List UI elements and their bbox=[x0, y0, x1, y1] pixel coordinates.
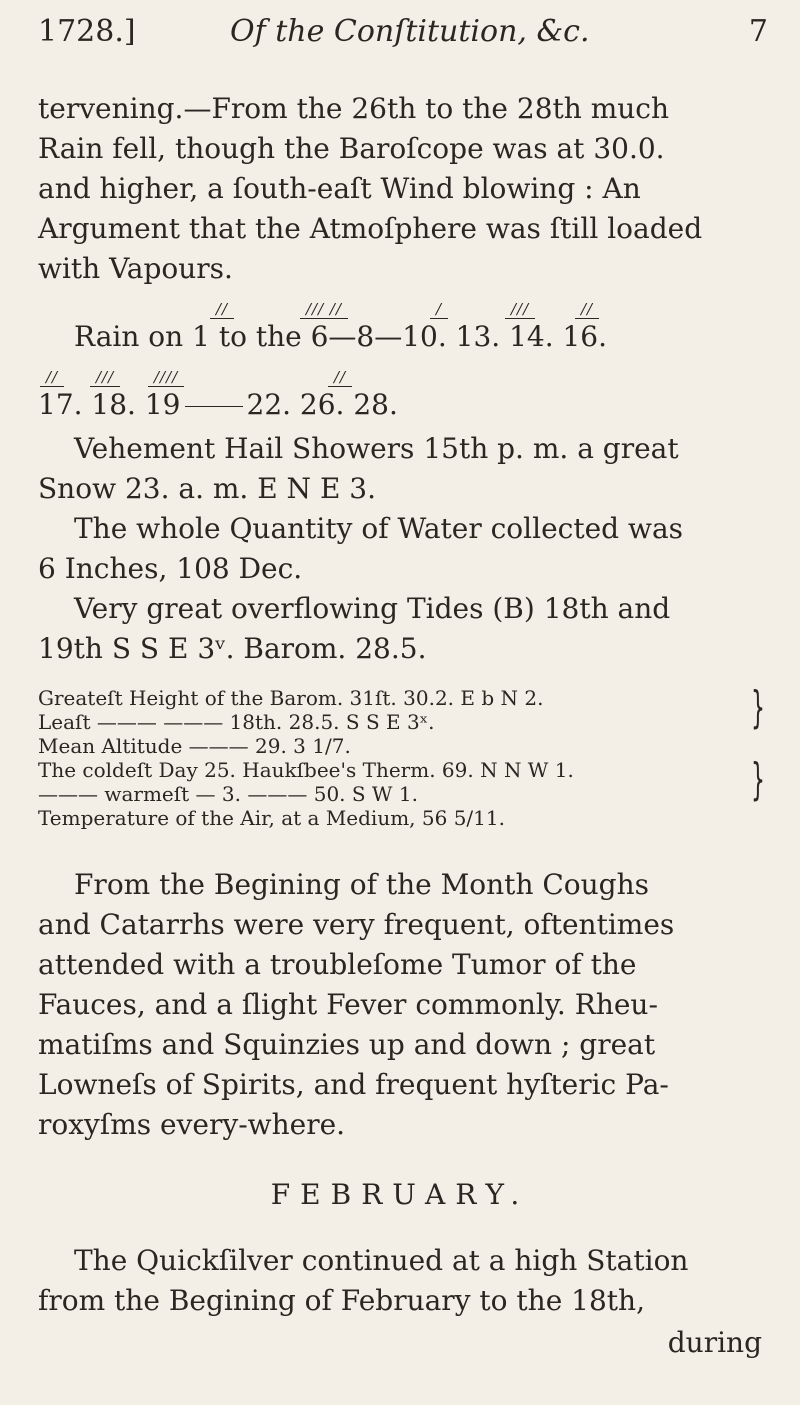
para1-line-3: and higher, a ſouth-eaſt Wind blowing : An bbox=[38, 172, 641, 205]
para1-line-5: with Vapours. bbox=[38, 252, 233, 285]
rain-line-2-start: 17. 18. 19 bbox=[38, 388, 181, 421]
para5-line-6: Lowneſs of Spirits, and frequent hyſteric Pa- bbox=[38, 1068, 669, 1101]
para5-line-2: and Catarrhs were very frequent, oftentimes bbox=[38, 908, 675, 941]
rain-line-2-end: 22. 26. 28. bbox=[246, 388, 398, 421]
para1-line-1: tervening.—From the 26th to the 28th much bbox=[38, 92, 670, 125]
para6-line-1: The Quickſilver continued at a high Station bbox=[74, 1244, 689, 1277]
para4-line-1: Very great overflowing Tides (B) 18th and bbox=[74, 592, 671, 625]
catchword: during bbox=[667, 1326, 762, 1359]
para2-line-1: Vehement Hail Showers 15th p. m. a great bbox=[74, 432, 679, 465]
para3-line-1: The whole Quantity of Water collected was bbox=[74, 512, 683, 545]
para5-line-4: Fauces, and a ſlight Fever commonly. Rheu- bbox=[38, 988, 658, 1021]
table-row-4: The coldeſt Day 25. Haukſbee's Therm. 69. N N W 1. bbox=[38, 758, 574, 782]
table-row-3: Mean Altitude ——— 29. 3 1/7. bbox=[38, 734, 351, 758]
section-title: FEBRUARY. bbox=[270, 1178, 530, 1211]
para6-line-2: from the Begining of February to the 18th, bbox=[38, 1284, 645, 1317]
rain-mark-3: / bbox=[430, 300, 448, 318]
para5-line-7: roxyſms every-where. bbox=[38, 1108, 346, 1141]
para1-line-2: Rain fell, though the Baroſcope was at 30.0. bbox=[38, 132, 665, 165]
header-year: 1728.] bbox=[38, 14, 136, 49]
table-brace-1: } bbox=[751, 682, 765, 733]
table-row-5: ——— warmeſt — 3. ——— 50. S W 1. bbox=[38, 782, 418, 806]
rain-mark-5: // bbox=[575, 300, 599, 318]
rain-dash bbox=[185, 406, 243, 407]
table-row-6: Temperature of the Air, at a Medium, 56 5/11. bbox=[38, 806, 505, 830]
page-number: 7 bbox=[748, 14, 768, 49]
rain-mark-4: /// bbox=[505, 300, 535, 318]
para5-line-1: From the Begining of the Month Coughs bbox=[74, 868, 650, 901]
rain-mark-9: // bbox=[328, 368, 352, 386]
rain-mark-2: /// // bbox=[300, 300, 348, 318]
para5-line-5: matiſms and Squinzies up and down ; great bbox=[38, 1028, 656, 1061]
table-row-2: Leaſt ——— ——— 18th. 28.5. S S E 3ˣ. bbox=[38, 710, 435, 734]
header-title: Of the Conſtitution, &c. bbox=[230, 14, 590, 49]
rain-line-1: Rain on 1 to the 6—8—10. 13. 14. 16. bbox=[74, 320, 608, 353]
rain-mark-1: // bbox=[210, 300, 234, 318]
para2-line-2: Snow 23. a. m. E N E 3. bbox=[38, 472, 377, 505]
para1-line-4: Argument that the Atmoſphere was ſtill loaded bbox=[38, 212, 703, 245]
rain-line-2 bbox=[38, 388, 398, 421]
table-brace-2: } bbox=[751, 754, 765, 805]
para3-line-2: 6 Inches, 108 Dec. bbox=[38, 552, 303, 585]
table-row-1: Greateſt Height of the Barom. 31ſt. 30.2. E b N 2. bbox=[38, 686, 544, 710]
para4-line-2: 19th S S E 3ᵛ. Barom. 28.5. bbox=[38, 632, 427, 665]
rain-mark-8: //// bbox=[148, 368, 184, 386]
running-header bbox=[38, 14, 768, 60]
rain-mark-6: // bbox=[40, 368, 64, 386]
rain-mark-7: /// bbox=[90, 368, 120, 386]
para5-line-3: attended with a troubleſome Tumor of the bbox=[38, 948, 637, 981]
